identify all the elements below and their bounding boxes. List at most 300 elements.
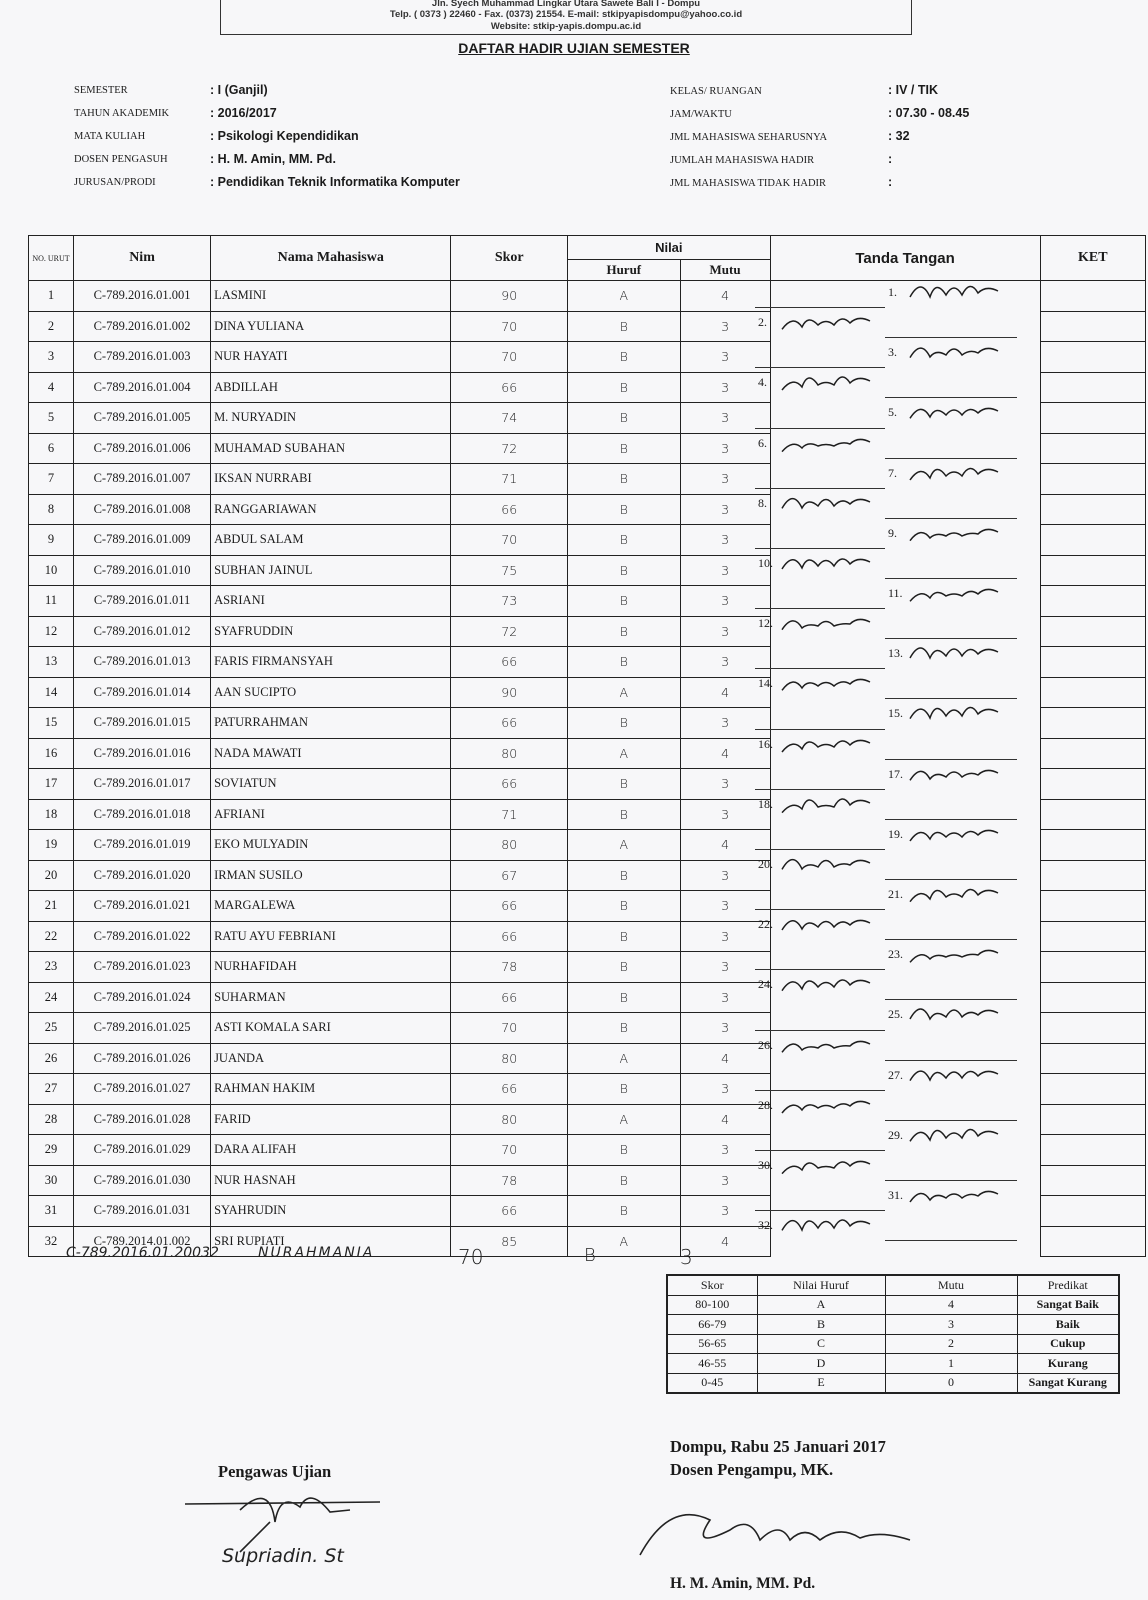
extra-nim: C-789.2016.01.20032 [66, 1245, 219, 1261]
mutu-cell: 3 [680, 464, 770, 495]
nim-cell: C-789.2016.01.002 [74, 311, 211, 342]
nim-cell: C-789.2016.01.003 [74, 342, 211, 373]
name-cell: FARID [211, 1104, 451, 1135]
legend-row [667, 1315, 1119, 1335]
attendance-table [28, 235, 1146, 1257]
no-cell: 24 [29, 982, 74, 1013]
no-cell: 14 [29, 677, 74, 708]
no-cell: 12 [29, 616, 74, 647]
name-cell: M. NURYADIN [211, 403, 451, 434]
huruf-cell: B [568, 586, 681, 617]
handwritten-signature [778, 361, 878, 401]
name-cell: FARIS FIRMANSYAH [211, 647, 451, 678]
huruf-cell: A [568, 677, 681, 708]
handwritten-signature [906, 331, 1006, 371]
no-cell: 17 [29, 769, 74, 800]
huruf-cell: B [568, 494, 681, 525]
handwritten-signature [778, 602, 878, 642]
info-value-tidak-hadir: : [888, 175, 893, 189]
info-value-seharusnya: : 32 [888, 129, 910, 143]
mutu-cell: 3 [680, 952, 770, 983]
supervisor-title: Pengawas Ujian [218, 1462, 332, 1481]
handwritten-signature [906, 632, 1006, 672]
info-label-matakuliah: MATA KULIAH [74, 131, 146, 142]
handwritten-signature [778, 1024, 878, 1064]
no-cell: 5 [29, 403, 74, 434]
nim-cell: C-789.2016.01.020 [74, 860, 211, 891]
header-nilai: Nilai [568, 236, 771, 260]
mutu-cell: 3 [680, 647, 770, 678]
ket-cell [1040, 1226, 1145, 1257]
no-cell: 7 [29, 464, 74, 495]
legend-predikat: Kurang [1017, 1354, 1119, 1374]
lecturer-signature [630, 1500, 930, 1575]
name-cell: DARA ALIFAH [211, 1135, 451, 1166]
no-cell: 4 [29, 372, 74, 403]
handwritten-signature [906, 391, 1006, 431]
signature-number-right: 23. [888, 947, 903, 962]
huruf-cell: B [568, 708, 681, 739]
extra-nama: NURAHMANIA [258, 1245, 375, 1261]
name-cell: IRMAN SUSILO [211, 860, 451, 891]
huruf-cell: B [568, 616, 681, 647]
skor-cell: 73 [451, 586, 568, 617]
mutu-cell: 3 [680, 311, 770, 342]
no-cell: 13 [29, 647, 74, 678]
skor-cell: 80 [451, 1043, 568, 1074]
ket-cell [1040, 1104, 1145, 1135]
huruf-cell: B [568, 891, 681, 922]
signature-divider [885, 1240, 1017, 1241]
name-cell: NADA MAWATI [211, 738, 451, 769]
ket-cell [1040, 769, 1145, 800]
huruf-cell: B [568, 921, 681, 952]
signature-number-right: 19. [888, 826, 903, 841]
legend-row [667, 1373, 1119, 1393]
huruf-cell: B [568, 982, 681, 1013]
name-cell: LASMINI [211, 281, 451, 312]
signature-number-right: 29. [888, 1127, 903, 1142]
ket-cell [1040, 372, 1145, 403]
handwritten-signature [906, 933, 1006, 973]
name-cell: DINA YULIANA [211, 311, 451, 342]
no-cell: 31 [29, 1196, 74, 1227]
nim-cell: C-789.2016.01.008 [74, 494, 211, 525]
legend-row [667, 1334, 1119, 1354]
ket-cell [1040, 342, 1145, 373]
legend-skor: 46-55 [667, 1354, 757, 1374]
legend-skor: 66-79 [667, 1315, 757, 1335]
huruf-cell: B [568, 525, 681, 556]
nim-cell: C-789.2016.01.018 [74, 799, 211, 830]
legend-huruf: D [757, 1354, 885, 1374]
huruf-cell: B [568, 403, 681, 434]
no-cell: 9 [29, 525, 74, 556]
name-cell: AAN SUCIPTO [211, 677, 451, 708]
huruf-cell: B [568, 311, 681, 342]
legend-mutu: 1 [885, 1354, 1017, 1374]
signature-number-left: 26. [758, 1037, 773, 1052]
ket-cell [1040, 799, 1145, 830]
mutu-cell: 3 [680, 982, 770, 1013]
handwritten-signature [778, 662, 878, 702]
huruf-cell: B [568, 799, 681, 830]
skor-cell: 80 [451, 1104, 568, 1135]
no-cell: 29 [29, 1135, 74, 1166]
signature-number-right: 3. [888, 345, 897, 360]
handwritten-signature [906, 692, 1006, 732]
mutu-cell: 3 [680, 860, 770, 891]
nim-cell: C-789.2016.01.015 [74, 708, 211, 739]
legend-header-predikat: Predikat [1017, 1275, 1119, 1295]
handwritten-signature [778, 542, 878, 582]
place-date: Dompu, Rabu 25 Januari 2017 [670, 1437, 886, 1456]
handwritten-signature [778, 783, 878, 823]
legend-header-skor: Skor [667, 1275, 757, 1295]
info-label-kelas: KELAS/ RUANGAN [670, 86, 762, 97]
huruf-cell: B [568, 433, 681, 464]
mutu-cell: 4 [680, 1043, 770, 1074]
header-ket: KET [1040, 236, 1145, 281]
mutu-cell: 3 [680, 769, 770, 800]
name-cell: PATURRAHMAN [211, 708, 451, 739]
signature-number-left: 18. [758, 796, 773, 811]
name-cell: JUANDA [211, 1043, 451, 1074]
nim-cell: C-789.2016.01.030 [74, 1165, 211, 1196]
name-cell: SUHARMAN [211, 982, 451, 1013]
name-cell: RATU AYU FEBRIANI [211, 921, 451, 952]
skor-cell: 85 [451, 1226, 568, 1257]
mutu-cell: 4 [680, 677, 770, 708]
handwritten-signature [906, 572, 1006, 612]
handwritten-signature [906, 873, 1006, 913]
mutu-cell: 3 [680, 1074, 770, 1105]
nim-cell: C-789.2016.01.028 [74, 1104, 211, 1135]
skor-cell: 71 [451, 464, 568, 495]
signature-number-left: 12. [758, 616, 773, 631]
name-cell: EKO MULYADIN [211, 830, 451, 861]
mutu-cell: 3 [680, 1196, 770, 1227]
name-cell: MUHAMAD SUBAHAN [211, 433, 451, 464]
header-mutu: Mutu [680, 260, 770, 281]
skor-cell: 78 [451, 1165, 568, 1196]
handwritten-signature [906, 452, 1006, 492]
skor-cell: 70 [451, 1135, 568, 1166]
huruf-cell: B [568, 1013, 681, 1044]
signature-number-left: 4. [758, 375, 767, 390]
no-cell: 10 [29, 555, 74, 586]
signature-number-right: 25. [888, 1007, 903, 1022]
info-value-tahun: : 2016/2017 [210, 106, 277, 120]
info-label-semester: SEMESTER [74, 85, 128, 96]
nim-cell: C-789.2016.01.011 [74, 586, 211, 617]
skor-cell: 70 [451, 1013, 568, 1044]
ket-cell [1040, 1043, 1145, 1074]
signature-number-right: 13. [888, 646, 903, 661]
skor-cell: 66 [451, 891, 568, 922]
handwritten-signature [778, 1084, 878, 1124]
no-cell: 18 [29, 799, 74, 830]
nim-cell: C-789.2016.01.001 [74, 281, 211, 312]
huruf-cell: B [568, 555, 681, 586]
handwritten-signature [778, 843, 878, 883]
skor-cell: 66 [451, 769, 568, 800]
skor-cell: 66 [451, 982, 568, 1013]
mutu-cell: 4 [680, 1226, 770, 1257]
skor-cell: 71 [451, 799, 568, 830]
ket-cell [1040, 403, 1145, 434]
mutu-cell: 3 [680, 372, 770, 403]
name-cell: RAHMAN HAKIM [211, 1074, 451, 1105]
mutu-cell: 4 [680, 1104, 770, 1135]
handwritten-signature [906, 993, 1006, 1033]
website-line: Website: stkip-yapis.dompu.ac.id [490, 21, 642, 32]
legend-rows [667, 1295, 1119, 1393]
skor-cell: 66 [451, 494, 568, 525]
mutu-cell: 3 [680, 1165, 770, 1196]
skor-cell: 70 [451, 311, 568, 342]
name-cell: SUBHAN JAINUL [211, 555, 451, 586]
mutu-cell: 3 [680, 891, 770, 922]
no-cell: 32 [29, 1226, 74, 1257]
name-cell: SYAFRUDDIN [211, 616, 451, 647]
signature-number-left: 20. [758, 856, 773, 871]
skor-cell: 66 [451, 708, 568, 739]
handwritten-signature [778, 963, 878, 1003]
no-cell: 27 [29, 1074, 74, 1105]
ket-cell [1040, 525, 1145, 556]
nim-cell: C-789.2016.01.013 [74, 647, 211, 678]
mutu-cell: 3 [680, 433, 770, 464]
huruf-cell: B [568, 1135, 681, 1166]
no-cell: 1 [29, 281, 74, 312]
signature-number-left: 2. [758, 315, 767, 330]
legend-huruf: C [757, 1334, 885, 1354]
name-cell: NURHAFIDAH [211, 952, 451, 983]
nim-cell: C-789.2016.01.009 [74, 525, 211, 556]
signature-number-right: 15. [888, 706, 903, 721]
legend-mutu: 4 [885, 1295, 1017, 1315]
info-label-hadir: JUMLAH MAHASISWA HADIR [670, 155, 815, 166]
signature-number-left: 28. [758, 1097, 773, 1112]
name-cell: IKSAN NURRABI [211, 464, 451, 495]
signature-number-left: 8. [758, 495, 767, 510]
mutu-cell: 3 [680, 525, 770, 556]
legend-predikat: Sangat Baik [1017, 1295, 1119, 1315]
signature-number-right: 17. [888, 766, 903, 781]
supervisor-name: Supriadin. St [222, 1545, 344, 1567]
header-nama: Nama Mahasiswa [211, 236, 451, 281]
info-label-jam: JAM/WAKTU [670, 109, 732, 120]
mutu-cell: 3 [680, 403, 770, 434]
nim-cell: C-789.2016.01.021 [74, 891, 211, 922]
signature-number-right: 9. [888, 525, 897, 540]
name-cell: SRI RUPIATI [211, 1226, 451, 1257]
legend-predikat: Baik [1017, 1315, 1119, 1335]
signature-number-left: 10. [758, 555, 773, 570]
nim-cell: C-789.2016.01.031 [74, 1196, 211, 1227]
huruf-cell: A [568, 1104, 681, 1135]
legend-skor: 56-65 [667, 1334, 757, 1354]
handwritten-signature [778, 723, 878, 763]
lecturer-title: Dosen Pengampu, MK. [670, 1460, 834, 1479]
skor-cell: 66 [451, 921, 568, 952]
mutu-cell: 3 [680, 1013, 770, 1044]
skor-cell: 90 [451, 677, 568, 708]
no-cell: 22 [29, 921, 74, 952]
no-cell: 26 [29, 1043, 74, 1074]
no-cell: 23 [29, 952, 74, 983]
no-cell: 15 [29, 708, 74, 739]
huruf-cell: A [568, 830, 681, 861]
name-cell: ABDUL SALAM [211, 525, 451, 556]
name-cell: MARGALEWA [211, 891, 451, 922]
signature-number-left: 30. [758, 1157, 773, 1172]
mutu-cell: 3 [680, 799, 770, 830]
signature-number-right: 5. [888, 405, 897, 420]
ket-cell [1040, 1013, 1145, 1044]
legend-row [667, 1295, 1119, 1315]
skor-cell: 80 [451, 830, 568, 861]
no-cell: 30 [29, 1165, 74, 1196]
huruf-cell: B [568, 464, 681, 495]
skor-cell: 72 [451, 616, 568, 647]
name-cell: AFRIANI [211, 799, 451, 830]
handwritten-signature [778, 1144, 878, 1184]
signature-number-left: 6. [758, 435, 767, 450]
signature-number-left: 22. [758, 917, 773, 932]
name-cell: RANGGARIAWAN [211, 494, 451, 525]
mutu-cell: 3 [680, 1135, 770, 1166]
handwritten-signature [906, 1174, 1006, 1214]
signature-number-right: 7. [888, 465, 897, 480]
mutu-cell: 3 [680, 708, 770, 739]
nim-cell: C-789.2016.01.026 [74, 1043, 211, 1074]
signature-number-right: 1. [888, 285, 897, 299]
extra-skor: 70 [458, 1245, 484, 1269]
nim-cell: C-789.2014.01.002 [74, 1226, 211, 1257]
mutu-cell: 4 [680, 830, 770, 861]
huruf-cell: A [568, 1043, 681, 1074]
nim-cell: C-789.2016.01.006 [74, 433, 211, 464]
no-cell: 11 [29, 586, 74, 617]
no-cell: 2 [29, 311, 74, 342]
legend-huruf: E [757, 1373, 885, 1393]
nim-cell: C-789.2016.01.027 [74, 1074, 211, 1105]
no-cell: 8 [29, 494, 74, 525]
skor-cell: 72 [451, 433, 568, 464]
mutu-cell: 4 [680, 738, 770, 769]
grading-legend-table [666, 1274, 1120, 1394]
header-nim: Nim [74, 236, 211, 281]
header-huruf: Huruf [568, 260, 681, 281]
name-cell: SYAHRUDIN [211, 1196, 451, 1227]
handwritten-signature [906, 1054, 1006, 1094]
signature-number-right: 31. [888, 1188, 903, 1202]
info-value-matakuliah: : Psikologi Kependidikan [210, 129, 359, 143]
skor-cell: 70 [451, 525, 568, 556]
mutu-cell: 3 [680, 921, 770, 952]
skor-cell: 70 [451, 342, 568, 373]
no-cell: 25 [29, 1013, 74, 1044]
no-cell: 19 [29, 830, 74, 861]
skor-cell: 78 [451, 952, 568, 983]
address-line: Jln. Syech Muhammad Lingkar Utara Sawete Bali I - Dompu [431, 0, 701, 9]
ket-cell [1040, 1135, 1145, 1166]
ket-cell [1040, 891, 1145, 922]
nim-cell: C-789.2016.01.010 [74, 555, 211, 586]
ket-cell [1040, 555, 1145, 586]
huruf-cell: B [568, 1165, 681, 1196]
name-cell: SOVIATUN [211, 769, 451, 800]
legend-predikat: Sangat Kurang [1017, 1373, 1119, 1393]
document-title: DAFTAR HADIR UJIAN SEMESTER [458, 40, 690, 56]
ket-cell [1040, 952, 1145, 983]
info-label-dosen: DOSEN PENGASUH [74, 154, 168, 165]
institution-header [220, 0, 912, 35]
info-value-dosen: : H. M. Amin, MM. Pd. [210, 152, 336, 166]
legend-mutu: 3 [885, 1315, 1017, 1335]
mutu-cell: 3 [680, 616, 770, 647]
ket-cell [1040, 464, 1145, 495]
huruf-cell: B [568, 1074, 681, 1105]
no-cell: 20 [29, 860, 74, 891]
extra-mutu: 3 [680, 1245, 693, 1269]
nim-cell: C-789.2016.01.004 [74, 372, 211, 403]
legend-predikat: Cukup [1017, 1334, 1119, 1354]
ket-cell [1040, 921, 1145, 952]
name-cell: NUR HAYATI [211, 342, 451, 373]
nim-cell: C-789.2016.01.016 [74, 738, 211, 769]
name-cell: ASTI KOMALA SARI [211, 1013, 451, 1044]
no-cell: 6 [29, 433, 74, 464]
signature-number-left: 14. [758, 676, 773, 691]
info-value-hadir: : [888, 152, 893, 166]
name-cell: ABDILLAH [211, 372, 451, 403]
ket-cell [1040, 616, 1145, 647]
legend-huruf: A [757, 1295, 885, 1315]
extra-huruf: B [584, 1245, 596, 1266]
ket-cell [1040, 982, 1145, 1013]
ket-cell [1040, 281, 1145, 312]
nim-cell: C-789.2016.01.005 [74, 403, 211, 434]
huruf-cell: B [568, 952, 681, 983]
huruf-cell: B [568, 342, 681, 373]
no-cell: 28 [29, 1104, 74, 1135]
info-label-seharusnya: JML MAHASISWA SEHARUSNYA [670, 132, 828, 143]
mutu-cell: 3 [680, 494, 770, 525]
signature-number-right: 21. [888, 887, 903, 901]
ket-cell [1040, 1074, 1145, 1105]
ket-cell [1040, 677, 1145, 708]
handwritten-signature [906, 512, 1006, 552]
mutu-cell: 3 [680, 555, 770, 586]
skor-cell: 66 [451, 647, 568, 678]
skor-cell: 66 [451, 1074, 568, 1105]
legend-row [667, 1354, 1119, 1374]
name-cell: NUR HASNAH [211, 1165, 451, 1196]
skor-cell: 66 [451, 1196, 568, 1227]
huruf-cell: B [568, 769, 681, 800]
ket-cell [1040, 433, 1145, 464]
skor-cell: 67 [451, 860, 568, 891]
no-cell: 16 [29, 738, 74, 769]
skor-cell: 74 [451, 403, 568, 434]
nim-cell: C-789.2016.01.007 [74, 464, 211, 495]
header-tanda-tangan: Tanda Tangan [770, 236, 1040, 281]
ket-cell [1040, 830, 1145, 861]
contact-line: Telp. ( 0373 ) 22460 - Fax. (0373) 21554. E-mail: stkipyapisdompu@yahoo.co.id [389, 9, 743, 20]
